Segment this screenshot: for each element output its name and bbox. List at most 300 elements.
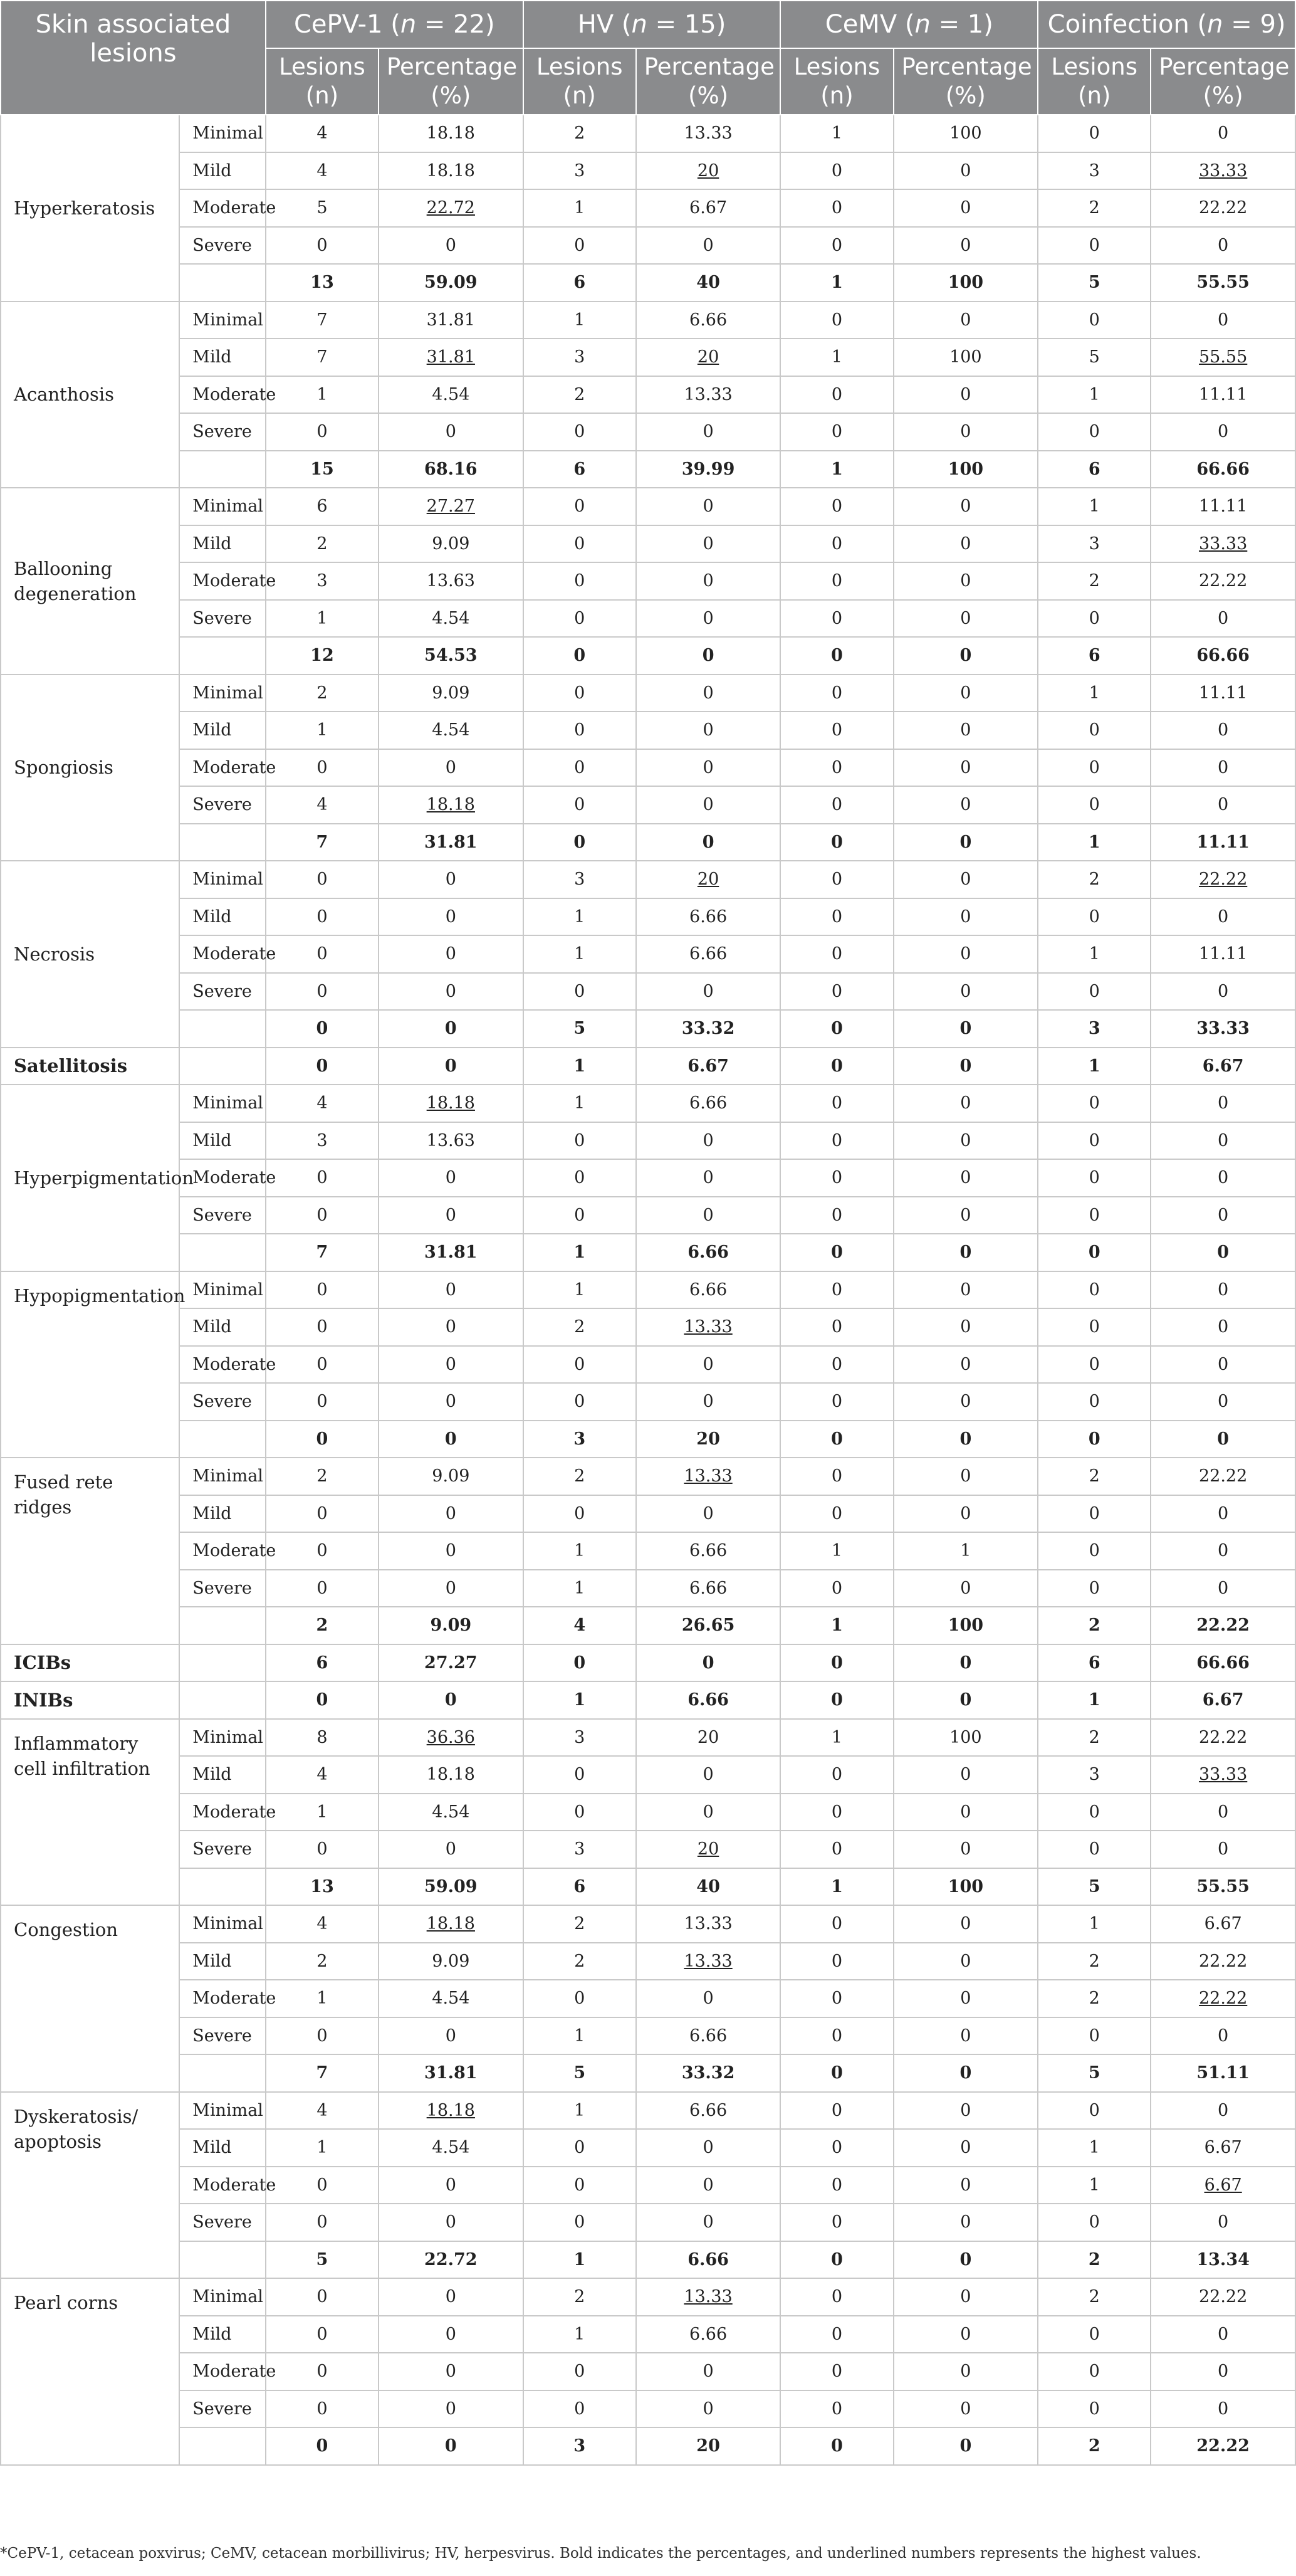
severity-label: Minimal (179, 1458, 266, 1495)
lesion-count-cell: 0 (780, 1197, 893, 1234)
percentage-cell: 0 (894, 1010, 1038, 1048)
table-row (1, 1794, 1295, 1831)
lesion-count-cell: 5 (1038, 2054, 1151, 2092)
percentage-cell: 27.27 (379, 488, 523, 525)
lesion-count-cell: 1 (780, 1607, 893, 1644)
lesion-count-cell: 3 (1038, 525, 1151, 563)
percentage-cell: 6.66 (636, 2316, 781, 2353)
lesion-count-cell: 0 (266, 935, 379, 973)
lesion-count-cell: 0 (523, 973, 636, 1011)
percentage-cell: 0 (894, 1458, 1038, 1495)
lesion-count-cell: 0 (1038, 600, 1151, 638)
table-header (1, 1, 1295, 115)
table-total-row (1, 1048, 1295, 1085)
lesion-count-cell: 1 (266, 376, 379, 414)
lesion-count-cell: 0 (523, 562, 636, 600)
percentage-cell: 4.54 (379, 1980, 523, 2017)
severity-label: Mild (179, 1122, 266, 1160)
percentage-cell: 0 (894, 376, 1038, 414)
lesion-count-cell: 0 (266, 1197, 379, 1234)
percentage-cell: 0 (379, 2167, 523, 2204)
severity-label (179, 824, 266, 861)
lesion-count-cell: 2 (266, 1943, 379, 1980)
lesion-count-cell: 0 (523, 2129, 636, 2167)
lesion-count-cell: 0 (266, 1570, 379, 1607)
percentage-cell: 0 (894, 637, 1038, 675)
lesion-count-cell: 1 (523, 1570, 636, 1607)
percentage-cell: 33.32 (636, 1010, 781, 1048)
lesion-count-cell: 0 (523, 712, 636, 749)
lesion-count-cell: 13 (266, 264, 379, 302)
table-row (1, 749, 1295, 787)
lesion-count-cell: 1 (266, 2129, 379, 2167)
lesion-count-cell: 3 (266, 1122, 379, 1160)
severity-label (179, 1868, 266, 1906)
lesion-count-cell: 5 (523, 2054, 636, 2092)
lesion-count-cell: 2 (266, 525, 379, 563)
percentage-cell: 11.11 (1151, 675, 1295, 712)
lesion-count-cell: 0 (780, 712, 893, 749)
percentage-cell: 6.66 (636, 898, 781, 936)
lesion-count-cell: 0 (1038, 1570, 1151, 1607)
table-row (1, 935, 1295, 973)
percentage-cell: 0 (379, 1048, 523, 1085)
lesion-count-cell: 1 (780, 115, 893, 152)
percentage-cell: 0 (894, 1271, 1038, 1309)
percentage-cell: 0 (894, 935, 1038, 973)
severity-label: Minimal (179, 861, 266, 898)
percentage-cell: 0 (636, 1644, 781, 1682)
percentage-cell: 66.66 (1151, 637, 1295, 675)
table-total-row (1, 2054, 1295, 2092)
percentage-cell: 0 (636, 749, 781, 787)
percentage-cell: 0 (894, 1570, 1038, 1607)
lesion-count-cell: 0 (780, 1234, 893, 1271)
percentage-cell: 0 (1151, 786, 1295, 824)
lesion-count-cell: 1 (523, 2092, 636, 2130)
table-row (1, 1159, 1295, 1197)
lesion-count-cell: 0 (266, 1681, 379, 1719)
lesion-count-cell: 3 (523, 861, 636, 898)
lesion-count-cell: 0 (1038, 973, 1151, 1011)
severity-label (179, 1010, 266, 1048)
percentage-cell: 4.54 (379, 600, 523, 638)
percentage-cell: 9.09 (379, 1943, 523, 1980)
table-row (1, 973, 1295, 1011)
severity-label: Mild (179, 1495, 266, 1533)
table-row (1, 2092, 1295, 2130)
percentage-cell: 51.11 (1151, 2054, 1295, 2092)
percentage-cell: 6.66 (636, 2092, 781, 2130)
percentage-cell: 6.67 (1151, 1681, 1295, 1719)
percentage-cell: 0 (1151, 227, 1295, 265)
percentage-cell: 0 (894, 2054, 1038, 2092)
lesion-count-cell: 4 (266, 152, 379, 190)
percentage-cell: 9.09 (379, 675, 523, 712)
percentage-cell: 0 (1151, 1122, 1295, 1160)
group-header: CePV-1 (n = 22) (266, 1, 523, 48)
lesion-label: ICIBs (1, 1644, 179, 1682)
percentage-cell: 0 (894, 2167, 1038, 2204)
lesion-count-cell: 0 (780, 1831, 893, 1868)
lesion-count-cell: 3 (523, 1831, 636, 1868)
lesion-count-cell: 0 (523, 2353, 636, 2390)
severity-label: Minimal (179, 1085, 266, 1122)
percentage-cell: 0 (1151, 115, 1295, 152)
lesion-label: Ballooning degeneration (1, 488, 179, 675)
severity-label: Severe (179, 413, 266, 451)
lesion-count-cell: 0 (1038, 1122, 1151, 1160)
percentage-cell: 0 (636, 637, 781, 675)
lesion-count-cell: 2 (523, 1905, 636, 1943)
lesion-count-cell: 1 (1038, 1048, 1151, 1085)
percentage-cell: 0 (1151, 1495, 1295, 1533)
lesion-count-cell: 1 (523, 189, 636, 227)
severity-label: Minimal (179, 1719, 266, 1757)
severity-label: Minimal (179, 302, 266, 339)
table-row (1, 1570, 1295, 1607)
lesion-count-cell: 7 (266, 2054, 379, 2092)
percentage-cell: 0 (894, 302, 1038, 339)
lesion-count-cell: 6 (523, 451, 636, 488)
percentage-cell: 0 (379, 749, 523, 787)
percentage-cell: 0 (1151, 1570, 1295, 1607)
table-row (1, 1383, 1295, 1421)
lesion-count-cell: 1 (523, 2017, 636, 2055)
percentage-cell: 6.67 (636, 189, 781, 227)
percentage-header: Percentage (%) (379, 48, 523, 115)
lesion-count-cell: 6 (1038, 1644, 1151, 1682)
percentage-cell: 0 (894, 2017, 1038, 2055)
lesion-count-cell: 0 (1038, 2204, 1151, 2241)
lesion-count-cell: 2 (523, 1308, 636, 1346)
percentage-cell: 0 (894, 2241, 1038, 2279)
percentage-cell: 0 (636, 1197, 781, 1234)
lesion-count-cell: 2 (523, 2278, 636, 2316)
percentage-cell: 22.22 (1151, 1943, 1295, 1980)
percentage-cell: 0 (894, 898, 1038, 936)
lesion-count-cell: 1 (1038, 824, 1151, 861)
lesion-count-cell: 0 (523, 1794, 636, 1831)
severity-label: Moderate (179, 749, 266, 787)
lesion-count-cell: 0 (523, 1980, 636, 2017)
percentage-cell: 13.63 (379, 1122, 523, 1160)
percentage-cell: 6.66 (636, 935, 781, 973)
lesion-count-cell: 0 (1038, 1346, 1151, 1384)
percentage-cell: 0 (894, 973, 1038, 1011)
lesion-count-cell: 7 (266, 1234, 379, 1271)
group-header: CeMV (n = 1) (780, 1, 1038, 48)
table-row (1, 1271, 1295, 1309)
lesion-count-cell: 0 (1038, 1197, 1151, 1234)
table-row (1, 1980, 1295, 2017)
table-row (1, 2390, 1295, 2428)
lesion-count-cell: 0 (523, 2167, 636, 2204)
lesion-count-cell: 0 (266, 1532, 379, 1570)
percentage-cell: 0 (379, 1831, 523, 1868)
percentage-cell: 4.54 (379, 1794, 523, 1831)
lesion-count-cell: 2 (1038, 2241, 1151, 2279)
lesion-count-cell: 2 (1038, 189, 1151, 227)
table-body (1, 115, 1295, 2465)
lesion-count-cell: 1 (1038, 675, 1151, 712)
lesion-count-cell: 6 (266, 488, 379, 525)
lesion-count-cell: 0 (780, 2353, 893, 2390)
percentage-cell: 9.09 (379, 1458, 523, 1495)
percentage-cell: 0 (894, 786, 1038, 824)
severity-label: Minimal (179, 1905, 266, 1943)
lesion-count-cell: 0 (780, 637, 893, 675)
lesion-count-cell: 2 (266, 675, 379, 712)
severity-label: Moderate (179, 1980, 266, 2017)
percentage-cell: 31.81 (379, 2054, 523, 2092)
lesion-count-cell: 4 (266, 786, 379, 824)
severity-label: Mild (179, 339, 266, 376)
lesion-count-cell: 0 (780, 1010, 893, 1048)
lesion-count-cell: 0 (266, 1495, 379, 1533)
percentage-cell: 0 (894, 1346, 1038, 1384)
percentage-cell: 0 (1151, 1085, 1295, 1122)
group-header: HV (n = 15) (523, 1, 781, 48)
percentage-cell: 31.81 (379, 824, 523, 861)
percentage-cell: 0 (1151, 1308, 1295, 1346)
percentage-cell: 0 (379, 2204, 523, 2241)
table-total-row (1, 2427, 1295, 2465)
lesion-count-cell: 0 (780, 227, 893, 265)
lesion-count-cell: 0 (1038, 712, 1151, 749)
percentage-cell: 0 (379, 1570, 523, 1607)
table-row (1, 488, 1295, 525)
percentage-cell: 0 (1151, 1383, 1295, 1421)
percentage-cell: 0 (894, 227, 1038, 265)
lesion-count-cell: 0 (266, 2204, 379, 2241)
percentage-cell: 0 (894, 1383, 1038, 1421)
lesion-count-cell: 0 (266, 1383, 379, 1421)
lesion-count-cell: 0 (266, 861, 379, 898)
percentage-cell: 0 (379, 1532, 523, 1570)
percentage-cell: 0 (1151, 749, 1295, 787)
percentage-cell: 0 (894, 1085, 1038, 1122)
severity-label: Mild (179, 2129, 266, 2167)
lesion-count-cell: 4 (266, 1085, 379, 1122)
percentage-header: Percentage (%) (1151, 48, 1295, 115)
lesion-count-cell: 1 (1038, 1681, 1151, 1719)
percentage-cell: 39.99 (636, 451, 781, 488)
severity-label: Severe (179, 2390, 266, 2428)
lesion-count-cell: 1 (523, 898, 636, 936)
percentage-cell: 0 (636, 488, 781, 525)
percentage-cell: 0 (379, 1271, 523, 1309)
severity-label: Severe (179, 1570, 266, 1607)
severity-label: Minimal (179, 2278, 266, 2316)
percentage-cell: 6.67 (636, 1048, 781, 1085)
table-row (1, 2316, 1295, 2353)
lesion-count-cell: 7 (266, 302, 379, 339)
table-total-row (1, 451, 1295, 488)
percentage-cell: 0 (1151, 712, 1295, 749)
severity-label: Severe (179, 600, 266, 638)
lesion-count-cell: 0 (523, 749, 636, 787)
lesion-count-cell: 0 (1038, 227, 1151, 265)
lesion-count-cell: 0 (266, 898, 379, 936)
lesion-count-cell: 0 (780, 302, 893, 339)
table-row (1, 1532, 1295, 1570)
percentage-cell: 4.54 (379, 712, 523, 749)
lesions-n-header: Lesions (n) (523, 48, 636, 115)
severity-label: Moderate (179, 2353, 266, 2390)
lesion-count-cell: 0 (1038, 302, 1151, 339)
percentage-cell: 1 (894, 1532, 1038, 1570)
lesion-label: Necrosis (1, 861, 179, 1048)
percentage-cell: 0 (894, 1681, 1038, 1719)
percentage-cell: 27.27 (379, 1644, 523, 1682)
lesion-count-cell: 0 (523, 1756, 636, 1794)
lesion-count-cell: 0 (1038, 1831, 1151, 1868)
table-row (1, 1085, 1295, 1122)
percentage-cell: 13.33 (636, 2278, 781, 2316)
lesion-count-cell: 0 (266, 2278, 379, 2316)
percentage-cell: 0 (894, 1831, 1038, 1868)
lesion-count-cell: 6 (1038, 451, 1151, 488)
lesion-count-cell: 0 (780, 2204, 893, 2241)
lesion-count-cell: 1 (523, 1532, 636, 1570)
severity-label: Severe (179, 2204, 266, 2241)
lesion-count-cell: 1 (523, 2316, 636, 2353)
severity-label: Moderate (179, 1794, 266, 1831)
table-row (1, 1346, 1295, 1384)
lesion-label: Hyperkeratosis (1, 115, 179, 302)
lesion-count-cell: 2 (1038, 1458, 1151, 1495)
table-row (1, 189, 1295, 227)
lesion-count-cell: 0 (523, 525, 636, 563)
percentage-cell: 20 (636, 1421, 781, 1458)
lesion-count-cell: 0 (266, 749, 379, 787)
lesion-count-cell: 0 (266, 1308, 379, 1346)
lesion-count-cell: 8 (266, 1719, 379, 1757)
percentage-cell: 0 (379, 2316, 523, 2353)
percentage-cell: 0 (894, 1234, 1038, 1271)
percentage-cell: 0 (1151, 2316, 1295, 2353)
lesion-count-cell: 0 (523, 2204, 636, 2241)
percentage-cell: 0 (894, 152, 1038, 190)
lesion-count-cell: 4 (266, 1905, 379, 1943)
percentage-header: Percentage (%) (894, 48, 1038, 115)
lesion-count-cell: 3 (1038, 1010, 1151, 1048)
lesion-label: Dyskeratosis/ apoptosis (1, 2092, 179, 2279)
lesion-count-cell: 13 (266, 1868, 379, 1906)
percentage-cell: 66.66 (1151, 1644, 1295, 1682)
lesion-count-cell: 0 (523, 675, 636, 712)
severity-label: Minimal (179, 2092, 266, 2130)
lesion-count-cell: 1 (266, 712, 379, 749)
percentage-cell: 6.66 (636, 1271, 781, 1309)
lesion-count-cell: 0 (1038, 2390, 1151, 2428)
percentage-cell: 18.18 (379, 1905, 523, 1943)
lesion-count-cell: 0 (1038, 1495, 1151, 1533)
lesion-count-cell: 0 (266, 2316, 379, 2353)
severity-label: Severe (179, 973, 266, 1011)
percentage-cell: 0 (636, 2204, 781, 2241)
lesion-label: Hypopigmentation (1, 1271, 179, 1458)
percentage-cell: 6.66 (636, 2017, 781, 2055)
lesion-count-cell: 5 (266, 2241, 379, 2279)
lesion-count-cell: 0 (780, 2390, 893, 2428)
lesion-count-cell: 0 (780, 2278, 893, 2316)
percentage-cell: 0 (379, 1197, 523, 1234)
lesion-count-cell: 2 (1038, 1943, 1151, 1980)
lesion-count-cell: 0 (523, 786, 636, 824)
table-row (1, 2204, 1295, 2241)
percentage-cell: 0 (894, 413, 1038, 451)
lesion-count-cell: 0 (780, 1756, 893, 1794)
lesion-count-cell: 15 (266, 451, 379, 488)
percentage-cell: 22.22 (1151, 562, 1295, 600)
percentage-cell: 0 (379, 861, 523, 898)
severity-label: Mild (179, 2316, 266, 2353)
table-row (1, 861, 1295, 898)
lesion-count-cell: 0 (780, 824, 893, 861)
lesion-count-cell: 3 (523, 1719, 636, 1757)
percentage-cell: 11.11 (1151, 376, 1295, 414)
percentage-cell: 0 (894, 675, 1038, 712)
percentage-cell: 18.18 (379, 786, 523, 824)
lesion-count-cell: 1 (523, 1234, 636, 1271)
table-row (1, 1458, 1295, 1495)
lesion-count-cell: 0 (780, 786, 893, 824)
percentage-cell: 13.33 (636, 115, 781, 152)
percentage-cell: 6.67 (1151, 1048, 1295, 1085)
percentage-cell: 22.22 (1151, 2278, 1295, 2316)
percentage-cell: 0 (379, 1308, 523, 1346)
lesion-count-cell: 0 (266, 2167, 379, 2204)
lesion-count-cell: 2 (1038, 861, 1151, 898)
lesion-count-cell: 0 (780, 1346, 893, 1384)
lesion-count-cell: 0 (780, 2427, 893, 2465)
lesion-count-cell: 3 (523, 1421, 636, 1458)
lesion-count-cell: 2 (1038, 1980, 1151, 2017)
percentage-cell: 20 (636, 152, 781, 190)
lesion-count-cell: 0 (780, 1458, 893, 1495)
percentage-cell: 22.22 (1151, 2427, 1295, 2465)
lesion-count-cell: 7 (266, 824, 379, 861)
lesion-count-cell: 3 (523, 152, 636, 190)
percentage-cell: 0 (894, 1197, 1038, 1234)
lesion-count-cell: 1 (523, 302, 636, 339)
percentage-cell: 0 (894, 712, 1038, 749)
percentage-cell: 0 (894, 1644, 1038, 1682)
percentage-cell: 22.22 (1151, 1607, 1295, 1644)
percentage-cell: 59.09 (379, 264, 523, 302)
percentage-cell: 0 (894, 1980, 1038, 2017)
lesion-count-cell: 0 (1038, 115, 1151, 152)
lesion-count-cell: 6 (523, 1868, 636, 1906)
lesion-count-cell: 1 (780, 1719, 893, 1757)
lesion-count-cell: 0 (266, 1159, 379, 1197)
severity-label (179, 1048, 266, 1085)
percentage-cell: 13.33 (636, 1943, 781, 1980)
lesion-count-cell: 0 (1038, 786, 1151, 824)
table-row (1, 1495, 1295, 1533)
lesion-count-cell: 0 (266, 413, 379, 451)
table-row (1, 2167, 1295, 2204)
percentage-cell: 0 (379, 1159, 523, 1197)
table-total-row (1, 637, 1295, 675)
percentage-cell: 0 (379, 1495, 523, 1533)
table-row (1, 413, 1295, 451)
percentage-cell: 55.55 (1151, 1868, 1295, 1906)
lesion-count-cell: 0 (780, 1271, 893, 1309)
percentage-cell: 0 (894, 562, 1038, 600)
